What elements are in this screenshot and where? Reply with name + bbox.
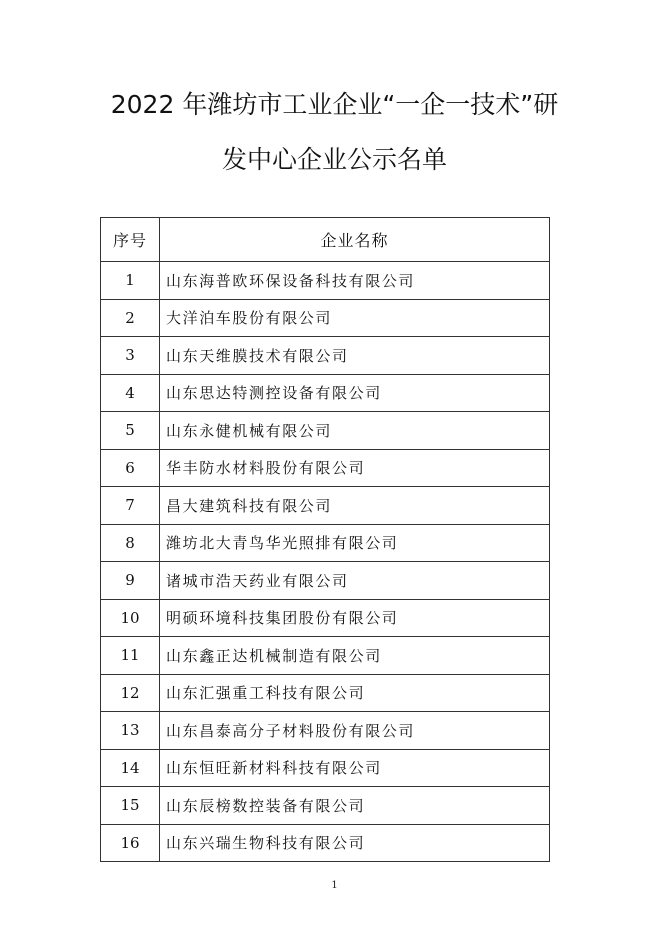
row-number: 13: [101, 712, 160, 750]
row-number: 3: [101, 337, 160, 375]
company-name: 山东鑫正达机械制造有限公司: [160, 637, 550, 675]
row-number: 7: [101, 487, 160, 525]
table-header-row: [101, 218, 550, 262]
page-number: 1: [331, 880, 338, 891]
company-name: 大洋泊车股份有限公司: [160, 299, 550, 337]
table-row: [101, 262, 550, 300]
table-row: [101, 824, 550, 862]
table-row: [101, 674, 550, 712]
company-name: 华丰防水材料股份有限公司: [160, 449, 550, 487]
company-name: 昌大建筑科技有限公司: [160, 487, 550, 525]
table-row: [101, 449, 550, 487]
company-name: 山东思达特测控设备有限公司: [160, 374, 550, 412]
table-row: [101, 337, 550, 375]
row-number: 11: [101, 637, 160, 675]
table-row: [101, 562, 550, 600]
row-number: 8: [101, 524, 160, 562]
company-name: 山东恒旺新材料科技有限公司: [160, 749, 550, 787]
company-name: 明硕环境科技集团股份有限公司: [160, 599, 550, 637]
company-name: 山东辰榜数控装备有限公司: [160, 787, 550, 825]
column-header-company-name: 企业名称: [160, 218, 550, 262]
row-number: 6: [101, 449, 160, 487]
row-number: 15: [101, 787, 160, 825]
row-number: 12: [101, 674, 160, 712]
row-number: 4: [101, 374, 160, 412]
document-title-line-1: 2022 年潍坊市工业企业“一企一技术”研: [110, 90, 559, 119]
row-number: 10: [101, 599, 160, 637]
company-name: 山东永健机械有限公司: [160, 412, 550, 450]
column-header-number: 序号: [101, 218, 160, 262]
table-row: [101, 787, 550, 825]
table-row: [101, 637, 550, 675]
table-row: [101, 412, 550, 450]
company-name: 山东天维膜技术有限公司: [160, 337, 550, 375]
company-name: 诸城市浩天药业有限公司: [160, 562, 550, 600]
table-row: [101, 299, 550, 337]
table-row: [101, 712, 550, 750]
company-name: 潍坊北大青鸟华光照排有限公司: [160, 524, 550, 562]
table-row: [101, 749, 550, 787]
company-name: 山东昌泰高分子材料股份有限公司: [160, 712, 550, 750]
company-name: 山东海普欧环保设备科技有限公司: [160, 262, 550, 300]
table-row: [101, 524, 550, 562]
row-number: 1: [101, 262, 160, 300]
row-number: 16: [101, 824, 160, 862]
company-name: 山东汇强重工科技有限公司: [160, 674, 550, 712]
company-name: 山东兴瑞生物科技有限公司: [160, 824, 550, 862]
row-number: 9: [101, 562, 160, 600]
table-row: [101, 374, 550, 412]
company-list-table: [100, 217, 550, 862]
row-number: 14: [101, 749, 160, 787]
table-row: [101, 599, 550, 637]
table-row: [101, 487, 550, 525]
row-number: 2: [101, 299, 160, 337]
document-title-line-2: 发中心企业公示名单: [221, 145, 447, 174]
row-number: 5: [101, 412, 160, 450]
